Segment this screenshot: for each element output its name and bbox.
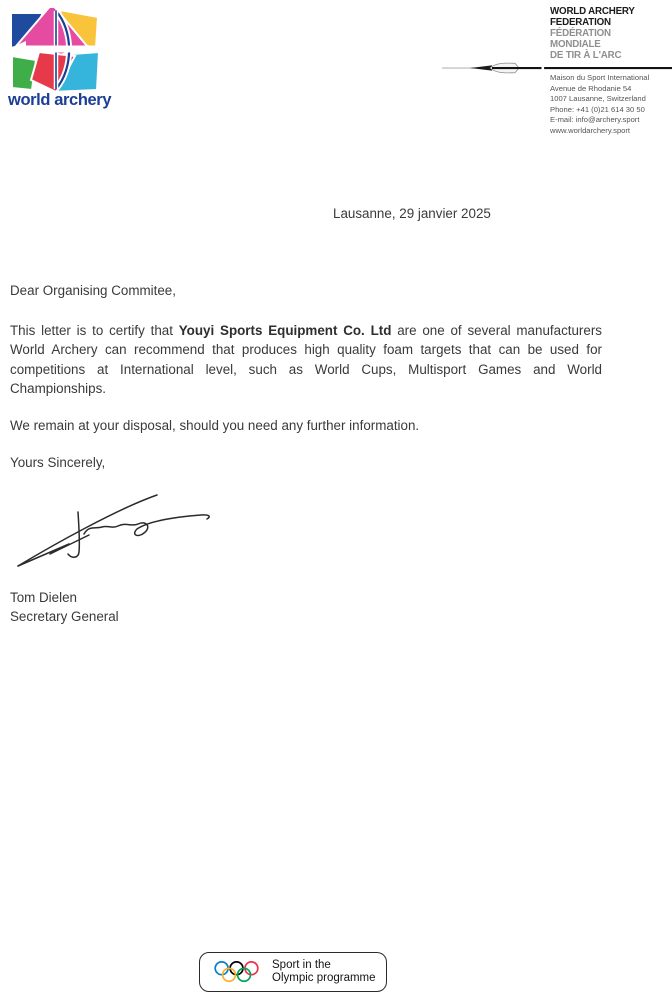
salutation: Dear Organising Commitee,	[10, 283, 176, 298]
signer-title: Secretary General	[10, 609, 119, 625]
signer-name: Tom Dielen	[10, 590, 77, 605]
signature	[5, 487, 217, 571]
disposal-paragraph: We remain at your disposal, should you need any further information.	[10, 418, 420, 433]
email-line: E-mail: info@archery.sport	[550, 115, 640, 124]
olympic-programme-label	[272, 959, 376, 986]
certification-paragraph	[10, 321, 602, 398]
olympic-programme-badge	[199, 952, 387, 992]
olympic-label-line1: Sport in the	[272, 958, 331, 971]
closing-line: Yours Sincerely,	[10, 455, 106, 470]
org-name-line: WORLD ARCHERY	[550, 5, 635, 17]
logo-wordmark: world archery	[8, 90, 112, 109]
address-line: Maison du Sport International	[550, 73, 650, 82]
olympic-label-line2: Olympic programme	[272, 972, 376, 984]
world-archery-logo-icon	[10, 8, 100, 92]
org-name-line: FEDERATION	[550, 16, 611, 28]
company-name: Youyi Sports Equipment Co. Ltd	[178, 323, 392, 338]
org-name-line-fr: MONDIALE	[550, 38, 601, 50]
address-line: 1007 Lausanne, Switzerland	[550, 94, 646, 103]
signature-block	[10, 588, 119, 627]
olympic-rings-icon	[213, 960, 261, 984]
org-name-line-fr: FÉDÉRATION	[550, 27, 611, 39]
address-line: Phone: +41 (0)21 614 30 50	[550, 104, 645, 114]
website-line: www.worldarchery.sport	[550, 125, 631, 135]
address-line: Avenue de Rhodanie 54	[550, 83, 632, 93]
org-name-block	[550, 6, 671, 61]
date-line: Lausanne, 29 janvier 2025	[333, 206, 491, 221]
para1-text: are one of several manufacturers World Archery can recommend that produces high quality foam targets that can be used for competitions at International level, such as World Cups, Multisport Games and World Championships.	[10, 323, 602, 396]
address-block	[550, 73, 672, 136]
org-name-line-fr: DE TIR À L'ARC	[550, 49, 622, 61]
para1-text: This letter is to certify that	[10, 323, 179, 338]
